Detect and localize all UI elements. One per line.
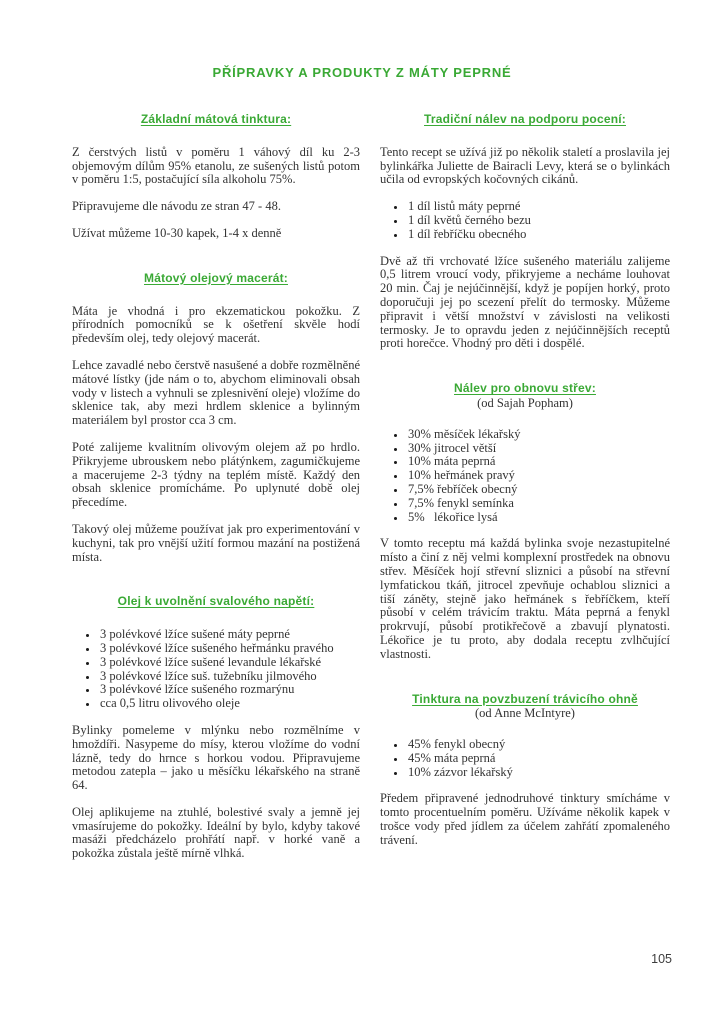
- two-column-layout: [72, 113, 670, 861]
- paragraph: V tomto receptu má každá bylinka svoje nezastupitelné místo a činí z něj velmi komplexní prostředek na obnovu střev. Měsíček hojí střevní sliznici a působí na střevní lymfatickou tkáň, jitrocel zpevňuje ochablou sliznici a tiší záněty, stejně jako heřmánek s řebříčkem, kteří působí v celém trávicím traktu. Máta peprná a fenykl prokrvují, působí protikřečově a zbavují plynatosti. Lékořice je tu proto, aby dodala receptu zvlhčující vlastnosti.: [380, 536, 670, 661]
- ingredient-item: • 7,5% řebříček obecný: [406, 483, 670, 497]
- ingredient-item: • 7,5% fenykl semínka: [406, 497, 670, 511]
- ingredient-list: [380, 200, 670, 241]
- ingredient-item: • 10% máta peprná: [406, 455, 670, 469]
- ingredient-list: [72, 628, 360, 711]
- ingredient-list: [380, 428, 670, 525]
- ingredient-item: • 3 polévkové lžíce suš. tužebníku jilmového: [98, 670, 360, 684]
- paragraph: Máta je vhodná i pro ekzematickou pokožku. Z přírodních pomocníků se k ošetření skvěle hodí především olej, tedy olejový macerát.: [72, 303, 360, 346]
- left-column: [72, 113, 360, 861]
- section-sweating-infusion: [380, 113, 670, 351]
- section-heading: Nálev pro obnovu střev:: [454, 381, 596, 396]
- paragraph: Užívat můžeme 10-30 kapek, 1-4 x denně: [72, 225, 282, 240]
- paragraph: Bylinky pomeleme v mlýnku nebo rozmělníme v hmoždíři. Nasypeme do mísy, kterou vložíme do vodní lázně, tedy do hrnce s horkou vodou. Připravujeme metodou zatepla – jako u měsíčku lékařského na straně 64.: [72, 722, 360, 793]
- section-heading: Olej k uvolnění svalového napětí:: [117, 594, 315, 609]
- ingredient-item: • 1 díl řebříčku obecného: [406, 228, 670, 242]
- ingredient-item: • 3 polévkové lžíce sušené levandule lékařské: [98, 656, 360, 670]
- section-mint-oil-macerate: [72, 272, 360, 565]
- ingredient-item: • 3 polévkové lžíce sušené máty peprné: [98, 628, 360, 642]
- ingredient-item: • 30% měsíček lékařský: [406, 428, 670, 442]
- ingredient-item: • 1 díl listů máty peprné: [406, 200, 670, 214]
- ingredient-item: • 45% fenykl obecný: [406, 738, 670, 752]
- page-title: PŘÍPRAVKY A PRODUKTY Z MÁTY PEPRNÉ: [212, 65, 512, 80]
- ingredient-item: • cca 0,5 litru olivového oleje: [98, 697, 360, 711]
- ingredient-item: • 30% jitrocel větší: [406, 442, 670, 456]
- section-heading: Tinktura na povzbuzení trávicího ohně: [412, 691, 638, 706]
- paragraph: Tento recept se užívá již po několik staletí a proslavila jej bylinkářka Juliette de Bairacli Levy, která se o bylinkách učila od evropských kočovných cikánů.: [380, 144, 670, 187]
- paragraph: Připravujeme dle návodu ze stran 47 - 48.: [72, 199, 281, 214]
- paragraph: Takový olej můžeme používat jak pro experimentování v kuchyni, tak pro vnější užití formou mazání na postižená místa.: [72, 521, 360, 564]
- section-basic-mint-tincture: [72, 113, 360, 241]
- recipe-attribution: (od Anne McIntyre): [475, 706, 575, 721]
- paragraph: Z čerstvých listů v poměru 1 váhový díl ku 2-3 objemovým dílům 95% etanolu, ze sušených listů potom v poměru 1:5, postačující síla alkoholu 75%.: [72, 144, 360, 187]
- ingredient-item: • 10% zázvor lékařský: [406, 766, 670, 780]
- ingredient-item: • 45% máta peprná: [406, 752, 670, 766]
- section-heading: Tradiční nálev na podporu pocení:: [424, 112, 626, 126]
- section-heading: Mátový olejový macerát:: [144, 270, 288, 285]
- section-gut-restore-infusion: [380, 382, 670, 661]
- paragraph: Olej aplikujeme na ztuhlé, bolestivé svaly a jemně jej vmasírujeme do pokožky. Ideální by bylo, kdyby takové masáži předcházelo prohřátí např. v horké vaně a pokožka zůstala ještě mírně vlhká.: [72, 804, 360, 861]
- ingredient-item: • 3 polévkové lžíce sušeného heřmánku pravého: [98, 642, 360, 656]
- ingredient-item: • 3 polévkové lžíce sušeného rozmarýnu: [98, 683, 360, 697]
- ingredient-item: • 1 díl květů černého bezu: [406, 214, 670, 228]
- paragraph: Předem připravené jednodruhové tinktury smícháme v tomto procentuelním poměru. Užíváme několik kapek v trošce vody před jídlem za účelem zahřátí zpomaleného trávení.: [380, 791, 670, 847]
- section-muscle-relax-oil: [72, 595, 360, 861]
- ingredient-item: • 10% heřmánek pravý: [406, 469, 670, 483]
- right-column: [380, 113, 670, 861]
- paragraph: Poté zalijeme kvalitním olivovým olejem až po hrdlo. Přikryjeme ubrouskem nebo plátýnkem, zagumičkujeme a macerujeme 2-3 týdny na teplém místě. Každý den obsah sklenice promícháme. Po uplynuté době olej přecedíme.: [72, 439, 360, 510]
- section-digestive-fire-tincture: [380, 693, 670, 848]
- paragraph: Lehce zavadlé nebo čerstvě nasušené a dobře rozmělněné mátové lístky (jde nám o to, abychom eliminovali obsah vody v listech a vyhnuli se zplesnivění oleje) vložíme do sklenice tak, aby mezi hrdlem sklenice a bylinným materiálem byl prostor cca 3 cm.: [72, 357, 360, 428]
- recipe-attribution: (od Sajah Popham): [477, 395, 573, 410]
- page-number: 105: [651, 952, 672, 966]
- ingredient-list: [380, 738, 670, 779]
- ingredient-item: • 5% lékořice lysá: [406, 511, 670, 525]
- section-heading: Základní mátová tinktura:: [140, 112, 292, 126]
- paragraph: Dvě až tři vrchovaté lžíce sušeného materiálu zalijeme 0,5 litrem vroucí vody, přikryjeme a necháme louhovat 20 min. Čaj je nejúčinnější, když je popíjen horký, proto doporučuji jej po scezení přelít do termosky. Můžeme připravit i větší množství v závislosti na velikosti termosky. Je to opravdu jeden z nejúčinnějších receptů proti horečce. Vhodný pro děti i dospělé.: [380, 253, 670, 351]
